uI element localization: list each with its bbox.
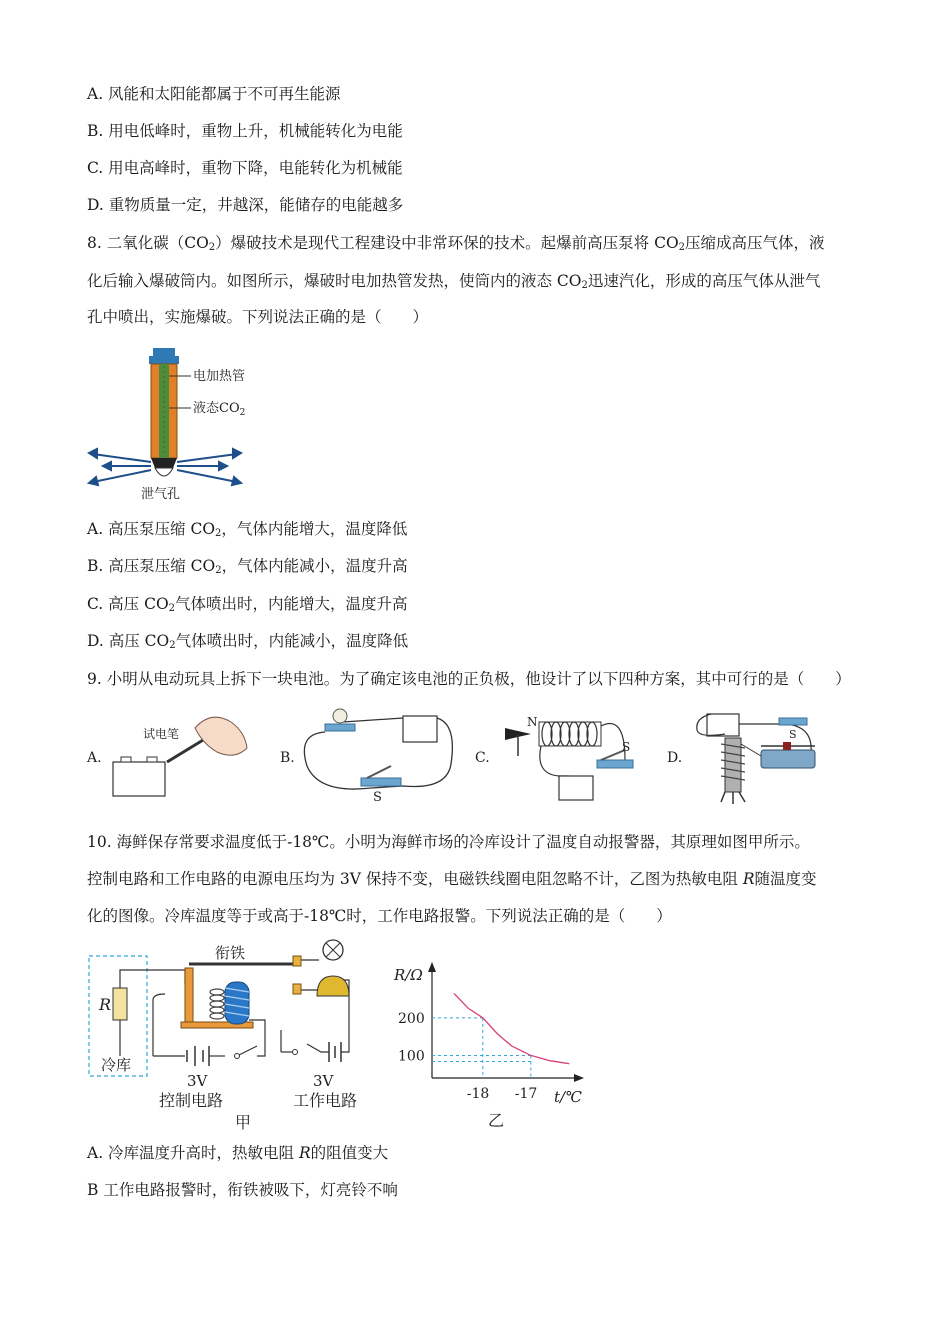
label-thermistor-r: R — [99, 995, 112, 1014]
battery-c — [559, 776, 593, 800]
q8-option-c: C. 高压 $CO_2$气体喷出时，内能增大，温度升高 — [87, 595, 408, 614]
label-vent: 泄气孔 — [141, 487, 181, 502]
y-tick-100: 100 — [398, 1048, 425, 1065]
label-work-circuit: 工作电路 — [293, 1091, 358, 1110]
figure-caption-yi: 乙 — [488, 1111, 505, 1130]
label-heater: 电加热管 — [193, 369, 246, 384]
thermistor-chart — [392, 960, 592, 1135]
q7-option-b: B. 用电低峰时，重物上升，机械能转化为电能 — [87, 122, 403, 140]
q8-stem-line-2: 化后输入爆破筒内。如图所示，爆破时电加热管发热，使筒内的液态 $CO_2$迅速汽化，形成的高压气体从泄气 — [87, 272, 821, 291]
q8-stem-line-1: 8. 二氧化碳$(CO_2)$爆破技术是现代工程建设中非常环保的技术。起爆前高压泵将 $CO_2$压缩成高压气体，液 — [87, 234, 825, 253]
x-tick-minus-17: -17 — [514, 1086, 538, 1102]
resistance-curve — [454, 993, 569, 1063]
q10-stem-line-1: 10. 海鲜保存常要求温度低于-18℃。小明为海鲜市场的冷库设计了温度自动报警器，其原理如图甲所示。 — [87, 833, 810, 851]
label-cold-storage: 冷库 — [101, 1056, 132, 1074]
x-tick-minus-18: -18 — [466, 1086, 490, 1102]
figure-caption-jia: 甲 — [235, 1113, 252, 1130]
label-armature: 衔铁 — [215, 944, 246, 962]
q7-option-a: A. 风能和太阳能都属于不可再生能源 — [87, 85, 341, 103]
q10-option-a: A. 冷库温度升高时，热敏电阻 R的阻值变大 — [87, 1144, 389, 1162]
x-axis-label: t/℃ — [554, 1088, 582, 1106]
label-test-pen: 试电笔 — [143, 727, 180, 741]
label-voltage-control: 3V — [187, 1072, 208, 1090]
alarm-circuit-figure — [85, 936, 385, 1130]
q9-letter-c: C. — [475, 750, 490, 766]
battery-d — [707, 714, 739, 736]
q9-stem: 9. 小明从电动玩具上拆下一块电池。为了确定该电池的正负极，他设计了以下四种方案，其中可行的是（ ） — [87, 670, 851, 688]
battery-b — [403, 716, 437, 742]
label-compass-n: N — [527, 715, 538, 729]
co2-blaster-figure — [85, 342, 265, 504]
q7-option-c: C. 用电高峰时，重物下降，电能转化为机械能 — [87, 159, 403, 177]
y-tick-200: 200 — [398, 1010, 425, 1027]
label-switch-d: S — [789, 728, 797, 741]
q8-option-a: A. 高压泵压缩 $CO_2$，气体内能增大，温度降低 — [87, 520, 408, 539]
y-axis-label: R/Ω — [394, 966, 423, 984]
q10-stem-line-2: 控制电路和工作电路的电源电压均为 3V 保持不变，电磁铁线圈电阻忽略不计，乙图为热敏电阻 R随温度变 — [87, 870, 817, 888]
q9-options-figure — [85, 704, 905, 808]
label-voltage-work: 3V — [313, 1072, 334, 1090]
label-switch-b: S — [373, 790, 382, 805]
q7-option-d: D. 重物质量一定，井越深，能储存的电能越多 — [87, 196, 404, 214]
q10-option-b: B 工作电路报警时，衔铁被吸下，灯亮铃不响 — [87, 1181, 398, 1199]
q8-option-b: B. 高压泵压缩 $CO_2$，气体内能减小，温度升高 — [87, 557, 408, 576]
battery-a — [113, 762, 165, 796]
q9-letter-d: D. — [667, 750, 683, 766]
q9-letter-b: B. — [280, 750, 295, 766]
bell-icon — [317, 976, 349, 996]
label-liquid-co2: 液态$CO_2$ — [193, 401, 246, 418]
q8-stem-line-3: 孔中喷出，实施爆破。下列说法正确的是（ ） — [87, 308, 429, 326]
q10-stem-line-3: 化的图像。冷库温度等于或高于-18℃时，工作电路报警。下列说法正确的是（ ） — [87, 907, 672, 925]
label-control-circuit: 控制电路 — [159, 1091, 224, 1110]
q9-letter-a: A. — [87, 750, 102, 766]
q8-option-d: D. 高压 $CO_2$气体喷出时，内能减小，温度降低 — [87, 632, 409, 651]
label-switch-c: S — [622, 740, 631, 754]
